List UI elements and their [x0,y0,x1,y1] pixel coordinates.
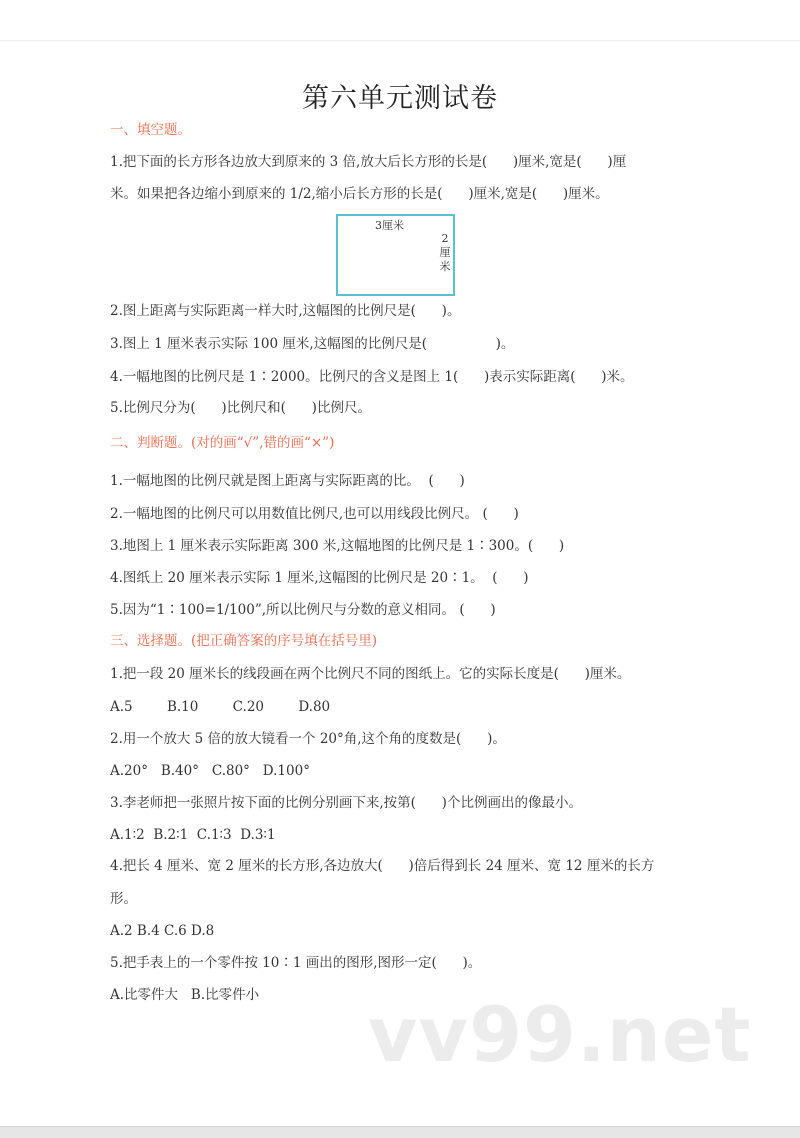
choice-q1-options: A.5 B.10 C.20 D.80 [110,699,331,715]
judge-item: 5.因为“1∶100=1/100”,所以比例尺与分数的意义相同。 ( ) [110,602,496,618]
page-title: 第六单元测试卷 [302,83,498,114]
judge-item: 2.一幅地图的比例尺可以用数值比例尺,也可以用线段比例尺。 ( ) [110,506,519,522]
section-2-heading: 二、判断题。(对的画“√”,错的画“×”) [110,435,335,451]
fill-q5: 5.比例尺分为( )比例尺和( )比例尺。 [110,400,371,416]
rectangle-figure [336,214,455,296]
choice-q4-line2: 形。 [110,891,137,907]
fill-q4: 4.一幅地图的比例尺是 1∶2000。比例尺的含义是图上 1( )表示实际距离( )米。 [110,369,634,385]
fill-q1-line1: 1.把下面的长方形各边放大到原来的 3 倍,放大后长方形的长是( )厘米,宽是( )厘 [110,154,627,170]
section-3-heading: 三、选择题。(把正确答案的序号填在括号里) [110,633,378,649]
section-1-heading: 一、填空题。 [110,122,191,138]
choice-q2: 2.用一个放大 5 倍的放大镜看一个 20°角,这个角的度数是( )。 [110,731,506,747]
choice-q4-options: A.2 B.4 C.6 D.8 [110,923,215,939]
fill-q3: 3.图上 1 厘米表示实际 100 厘米,这幅图的比例尺是( )。 [110,336,515,352]
choice-q2-options: A.20° B.40° C.80° D.100° [110,763,310,779]
page-top-border [0,40,800,41]
choice-q5: 5.把手表上的一个零件按 10∶1 画出的图形,图形一定( )。 [110,955,482,971]
watermark: vv99.net [368,990,752,1079]
choice-q3-options: A.1∶2 B.2∶1 C.1∶3 D.3∶1 [110,827,276,843]
rectangle-length-label: 3厘米 [375,219,404,232]
choice-q3: 3.李老师把一张照片按下面的比例分别画下来,按第( )个比例画出的像最小。 [110,795,582,811]
judge-item: 3.地图上 1 厘米表示实际距离 300 米,这幅地图的比例尺是 1∶300。( ) [110,538,565,554]
choice-q1: 1.把一段 20 厘米长的线段画在两个比例尺不同的图纸上。它的实际长度是( )厘米。 [110,666,631,682]
judge-item: 1.一幅地图的比例尺就是图上距离与实际距离的比。 ( ) [110,473,465,489]
page-bottom-edge [0,1126,800,1138]
judge-item: 4.图纸上 20 厘米表示实际 1 厘米,这幅图的比例尺是 20∶1。 ( ) [110,570,529,586]
fill-q1-line2: 米。如果把各边缩小到原来的 1/2,缩小后长方形的长是( )厘米,宽是( )厘米。 [110,186,609,202]
choice-q4-line1: 4.把长 4 厘米、宽 2 厘米的长方形,各边放大( )倍后得到长 24 厘米、宽 12 厘米的长方 [110,858,655,874]
choice-q5-options: A.比零件大 B.比零件小 [110,987,260,1003]
fill-q2: 2.图上距离与实际距离一样大时,这幅图的比例尺是( )。 [110,303,461,319]
rectangle-width-label: 2厘米 [439,232,451,273]
